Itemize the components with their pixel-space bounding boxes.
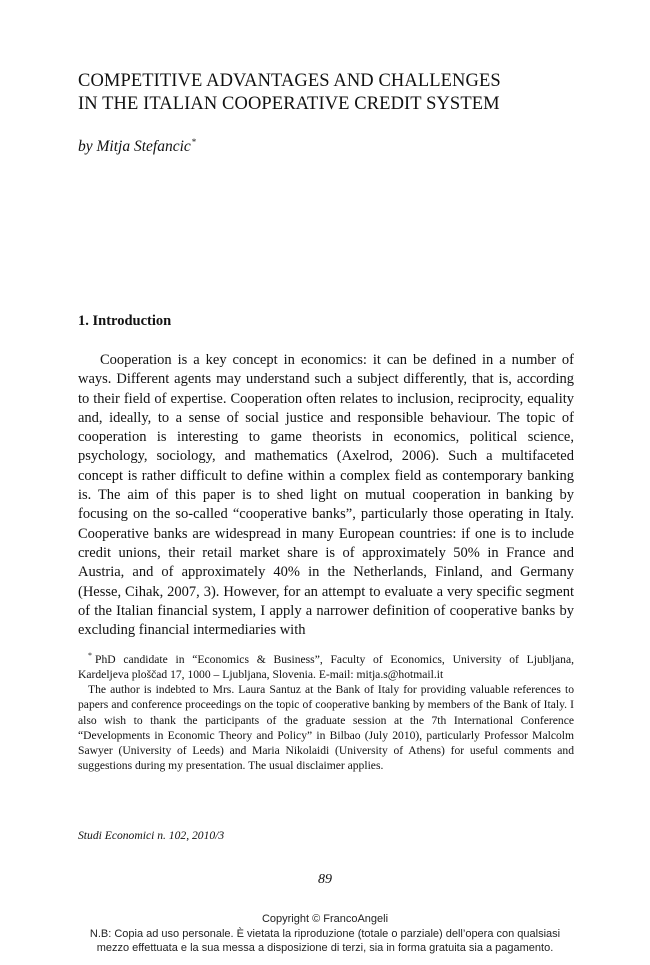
copyright-line-2: N.B: Copia ad uso personale. È vietata la riproduzione (totale o parziale) dell’opera con qualsiasi [89, 927, 561, 940]
copyright-line-1: Copyright © FrancoAngeli [261, 913, 389, 925]
article-title-line-2: IN THE ITALIAN COOPERATIVE CREDIT SYSTEM [78, 94, 500, 114]
footnote-2: The author is indebted to Mrs. Laura Santuz at the Bank of Italy for providing valuable references to papers and conference proceedings on the topic of cooperative banking by members of the Bank of Italy. I also wish to thank the participants of the graduate session at the 7th International Conference “Developments in Economic Theory and Policy” in Bilbao (July 2010), particularly Professor Malcolm Sawyer (University of Leeds) and Maria Nikolaidi (University of Athens) for useful comments and suggestions during my presentation. The usual disclaimer applies. [78, 683, 574, 773]
footnote-marker: * [88, 651, 92, 660]
footnotes [78, 648, 574, 773]
author-footnote-marker[interactable]: * [191, 137, 197, 147]
article-title-line-1: COMPETITIVE ADVANTAGES AND CHALLENGES [78, 71, 501, 91]
article-title [78, 70, 578, 116]
journal-reference: Studi Economici n. 102, 2010/3 [78, 829, 225, 842]
footnote-1 [78, 648, 574, 682]
copyright-notice [0, 912, 650, 956]
author-name: by Mitja Stefancic [78, 138, 191, 156]
introduction-paragraph: Cooperation is a key concept in economics: it can be defined in a number of ways. Different agents may understand such a subject differently, that is, according to their field of expertise. Cooperation often relates to inclusion, reciprocity, equality and, ideally, to a sense of social justice and responsible behaviour. The topic of cooperation is interesting to game theorists in economics, political science, psychology, sociology, and mathematics (Axelrod, 2006). Such a multifaceted concept is rather difficult to define within a complex field as contemporary banking is. The aim of this paper is to shed light on mutual cooperation in banking by focusing on the so-called “cooperative banks”, particularly those operating in Italy. Cooperative banks are widespread in many European countries: if one is to include credit unions, their retail market share is of approximately 50% in France and Austria, and of approximately 40% in the Netherlands, Finland, and Germany (Hesse, Cihak, 2007, 3). However, for an attempt to evaluate a very specific segment of the Italian financial system, I apply a narrower definition of cooperative banks by excluding financial intermediaries with [78, 352, 574, 639]
footnote-1-text: PhD candidate in “Economics & Business”, Faculty of Economics, University of Ljubljana, Kardeljeva ploščad 17, 1000 – Ljubljana, Slovenia. E-mail: mitja.s@hotmail.it [78, 652, 574, 682]
copyright-line-3: mezzo effettuata e la sua messa a disposizione di terzi, sia in forma gratuita sia a pagamento. [96, 942, 554, 954]
author-byline [78, 137, 196, 156]
section-heading: 1. Introduction [78, 313, 172, 329]
page-number: 89 [318, 872, 332, 887]
